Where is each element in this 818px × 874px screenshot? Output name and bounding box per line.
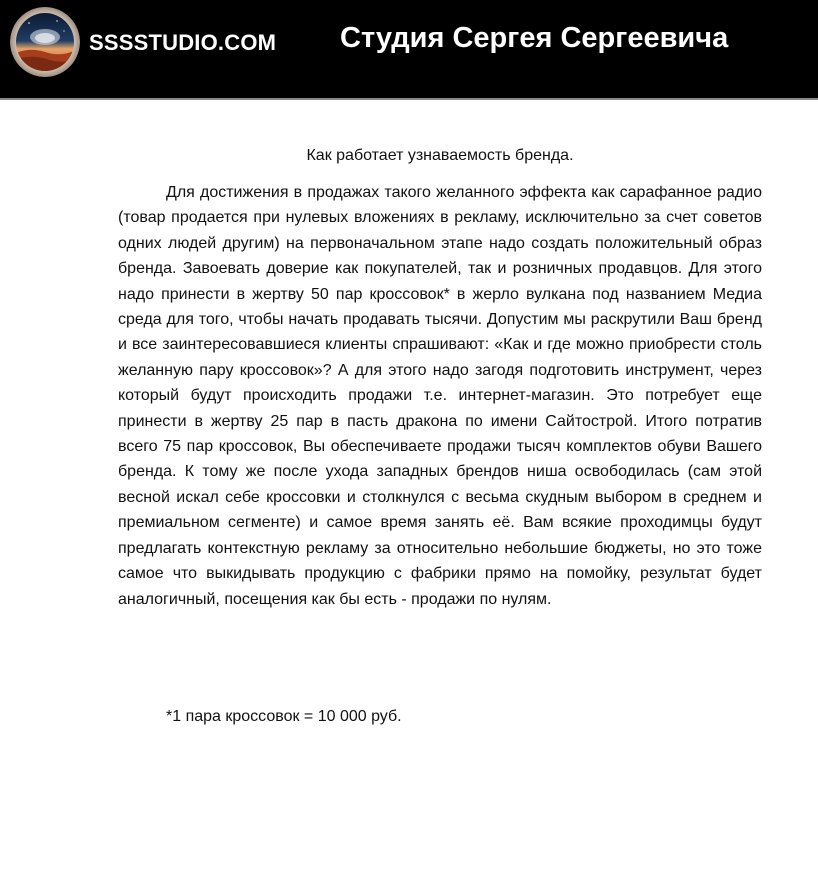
footnote: *1 пара кроссовок = 10 000 руб. xyxy=(166,708,402,725)
studio-title: Студия Сергея Сергеевича xyxy=(340,22,729,54)
document-body: Для достижения в продажах такого желанного эффекта как сарафанное радио (товар продается при нулевых вложениях в рекламу, исключительно за счет советов одних людей другим) на первоначальном этапе надо создать положительный образ бренда. Завоевать доверие как покупателей, так и розничных продавцов. Для этого надо принести в жертву 50 пар кроссовок* в жерло вулкана под названием Медиа среда для того, чтобы начать продавать тысячи. Допустим мы раскрутили Ваш бренд и все заинтересовавшиеся клиенты спрашивают: «Как и где можно приобрести столь желанную пару кроссовок»? А для этого надо загодя подготовить инструмент, через который будут происходить продажи т.е. интернет-магазин. Это потребует еще принести в жертву 25 пар в пасть дракона по имени Сайтострой. Итого потратив всего 75 пар кроссовок, Вы обеспечиваете продажи тысяч комплектов обуви Вашего бренда. К тому же после ухода западных брендов ниша освободилась (сам этой весной искал себе кроссовки и столкнулся с весьма скудным выбором в среднем и премиальном сегменте) и самое время занять её. Вам всякие проходимцы будут предлагать контекстную рекламу за относительно небольшие бюджеты, но это тоже самое что выкидывать продукцию с фабрики прямо на помойку, результат будет аналогичный, посещения как бы есть - продажи по нулям. xyxy=(118,184,762,608)
planet-sunset-logo-icon[interactable] xyxy=(10,7,80,77)
site-name[interactable]: SSSSTUDIO.COM xyxy=(89,30,277,55)
document-title: Как работает узнаваемость бренда. xyxy=(306,147,574,164)
document-page xyxy=(0,100,818,874)
site-header xyxy=(0,0,818,100)
